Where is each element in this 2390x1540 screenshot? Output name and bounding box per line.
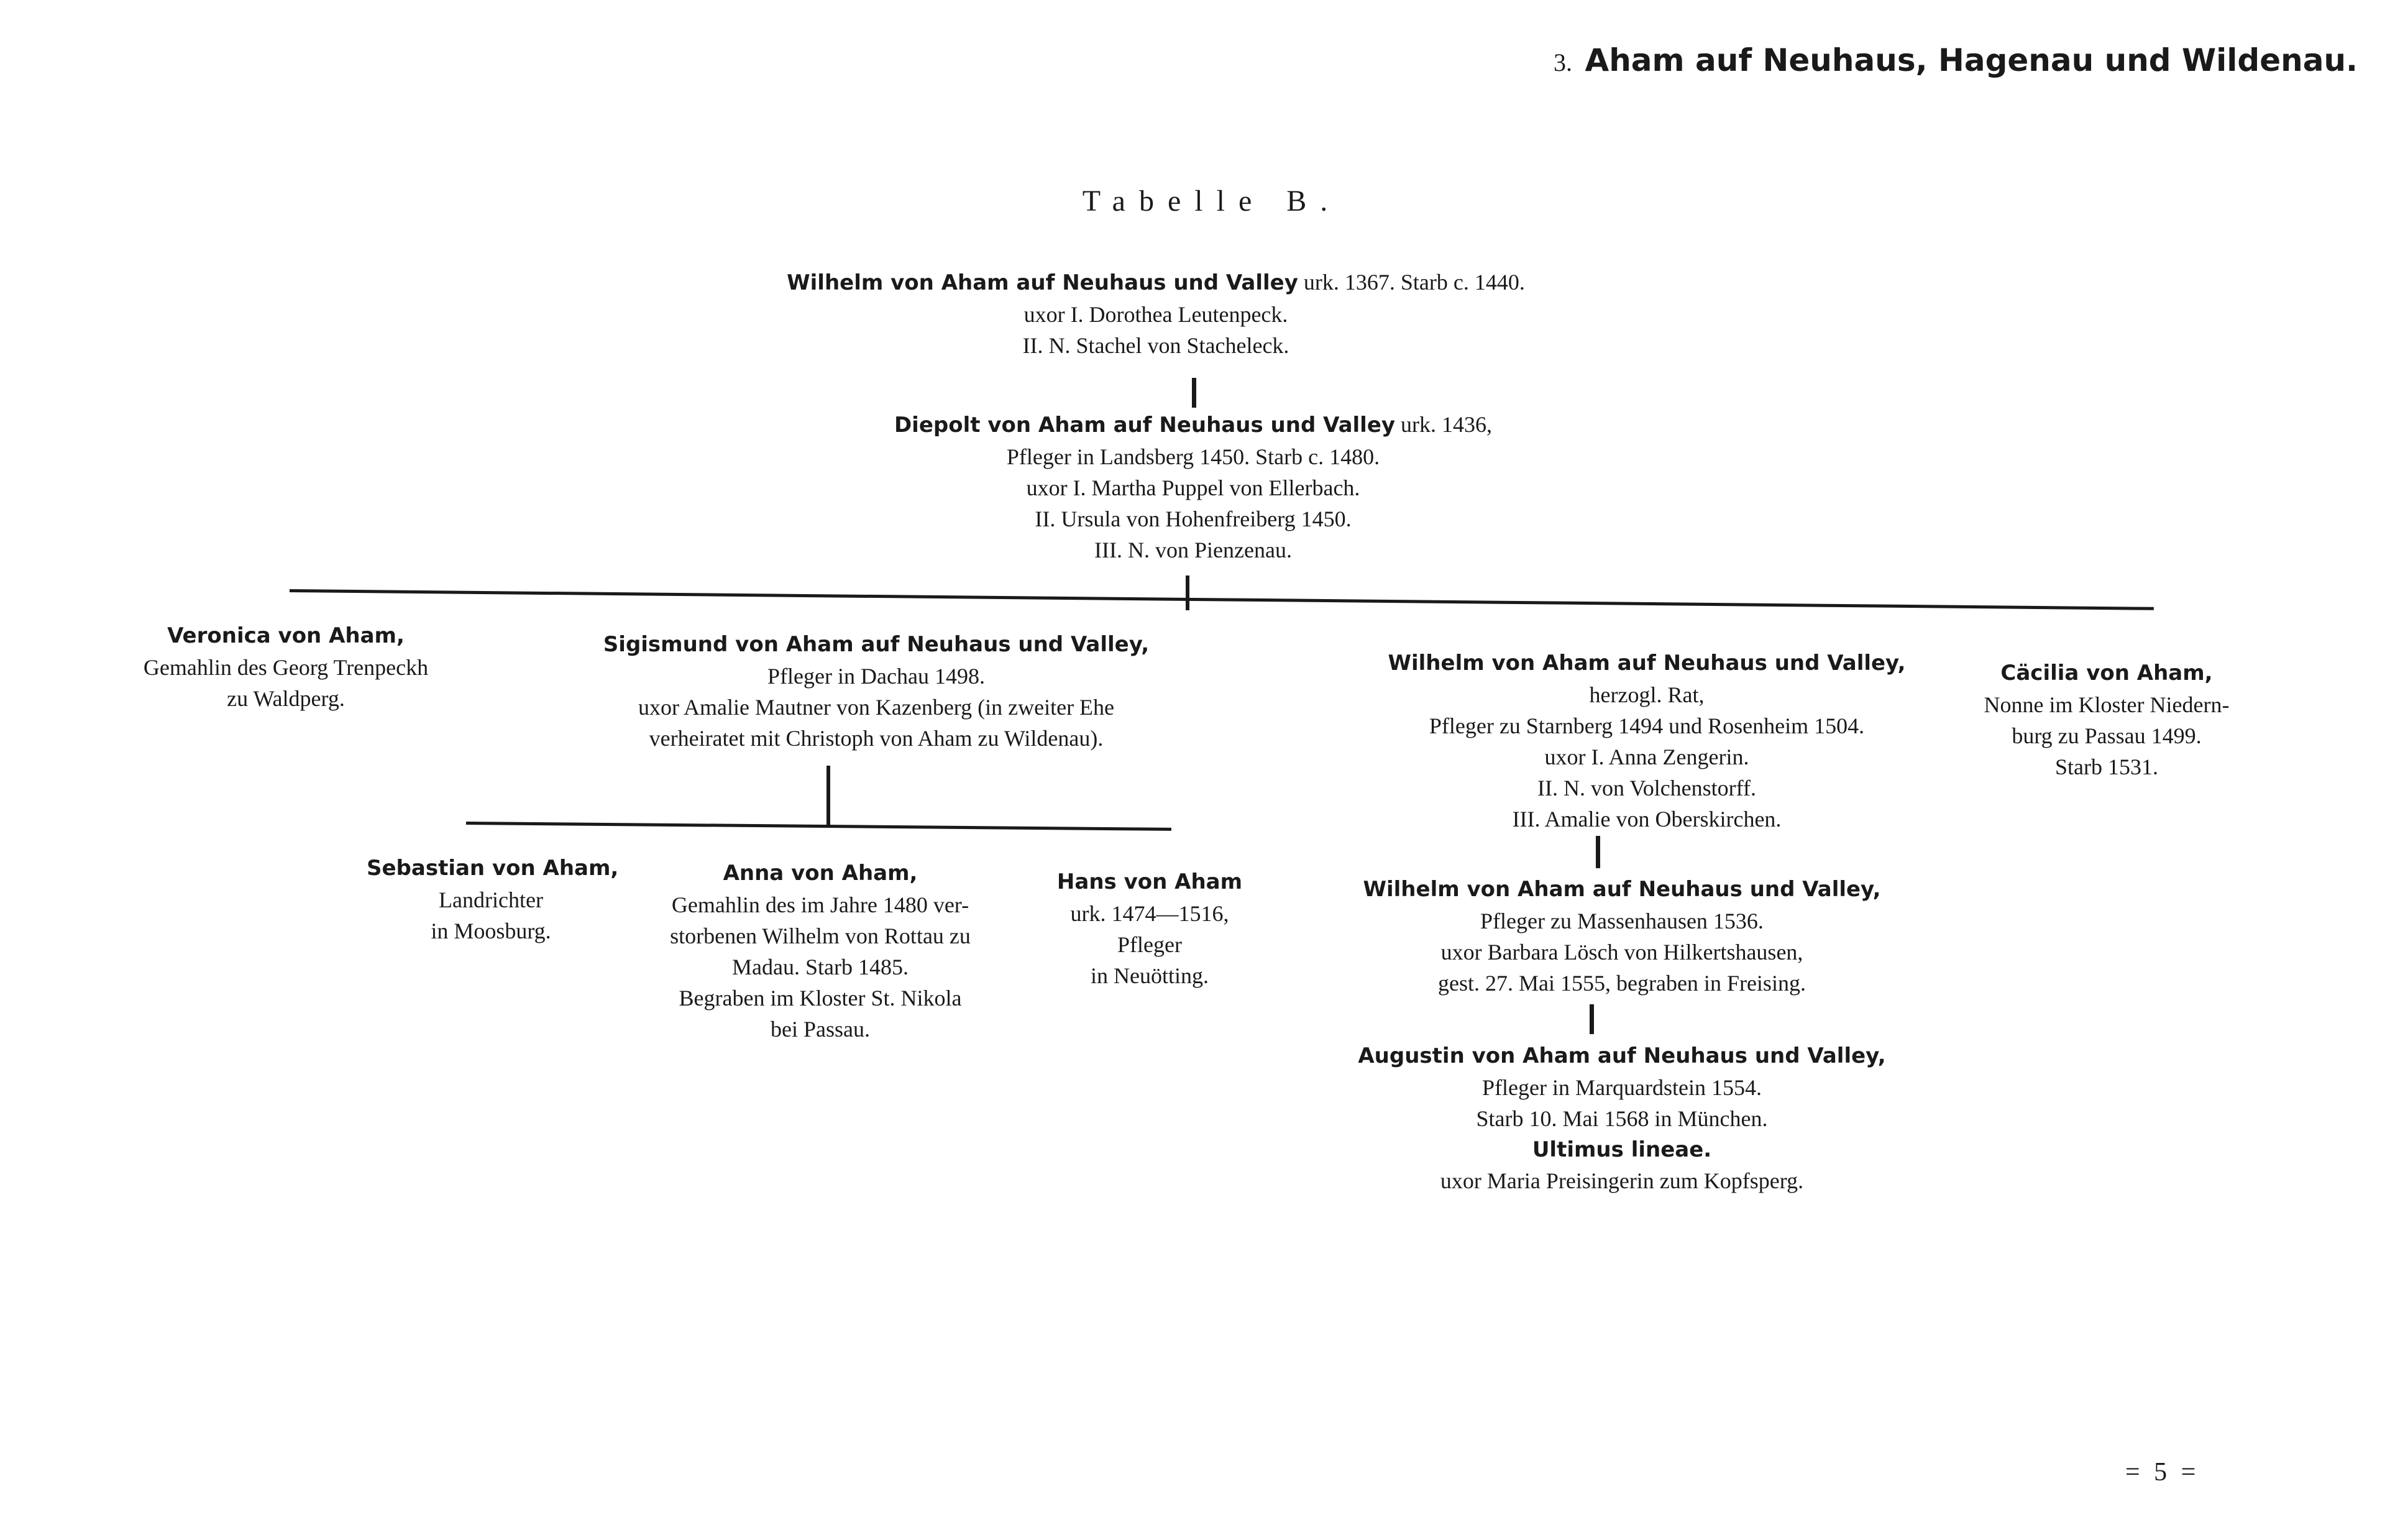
- person-anna: [628, 856, 1013, 1045]
- person-detail: uxor I. Anna Zengerin.: [1544, 745, 1749, 769]
- connector-vertical: [1192, 378, 1196, 408]
- person-detail: gest. 27. Mai 1555, begraben in Freising.: [1438, 971, 1806, 996]
- person-detail: Gemahlin des im Jahre 1480 ver-: [671, 892, 969, 917]
- person-detail: zu Waldperg.: [227, 686, 345, 711]
- person-detail: uxor Amalie Mautner von Kazenberg (in zweiter Ehe: [638, 695, 1115, 720]
- person-name: Wilhelm von Aham auf Neuhaus und Valley: [787, 270, 1298, 295]
- person-detail: uxor I. Martha Puppel von Ellerbach.: [1026, 475, 1360, 500]
- person-detail: in Neuötting.: [1091, 963, 1209, 988]
- person-detail: Nonne im Kloster Niedern-: [1984, 692, 2230, 717]
- person-diepolt: [708, 408, 1678, 566]
- person-sebastian: [367, 851, 619, 946]
- person-wilhelm-root: [646, 266, 1665, 361]
- person-name: Anna von Aham,: [723, 861, 918, 886]
- person-sigismund: [547, 628, 1206, 754]
- person-detail: herzogl. Rat,: [1589, 682, 1705, 707]
- page-header: [1554, 42, 2358, 78]
- connector-vertical: [1590, 1004, 1594, 1034]
- person-detail: Gemahlin des Georg Trenpeckh: [143, 655, 429, 680]
- person-hans: [1032, 865, 1268, 991]
- person-name: Hans von Aham: [1056, 869, 1243, 894]
- person-detail: Starb 1531.: [2055, 754, 2158, 779]
- person-detail: Pfleger in Dachau 1498.: [767, 664, 985, 689]
- person-detail: III. N. von Pienzenau.: [1094, 538, 1292, 562]
- person-wilhelm-jr: [1317, 646, 1976, 835]
- person-detail: verheiratet mit Christoph von Aham zu Wildenau).: [649, 726, 1104, 751]
- person-detail: II. Ursula von Hohenfreiberg 1450.: [1035, 506, 1352, 531]
- person-name: Wilhelm von Aham auf Neuhaus und Valley,: [1388, 651, 1906, 676]
- connector-horizontal: [290, 589, 2154, 610]
- chapter-title: Aham auf Neuhaus, Hagenau und Wildenau.: [1585, 42, 2358, 78]
- person-detail: Starb 10. Mai 1568 in München.: [1476, 1106, 1768, 1131]
- person-wilhelm-iii: [1293, 873, 1951, 999]
- person-name: Sebastian von Aham,: [367, 856, 619, 881]
- person-detail: II. N. von Volchenstorff.: [1537, 776, 1756, 800]
- person-augustin: [1293, 1039, 1951, 1196]
- connector-vertical: [826, 766, 830, 828]
- table-title: Tabelle B.: [1082, 185, 1342, 218]
- person-detail: uxor Barbara Lösch von Hilkertshausen,: [1440, 940, 1803, 965]
- person-detail: Pfleger zu Starnberg 1494 und Rosenheim 1504.: [1429, 713, 1865, 738]
- person-detail: urk. 1474—1516,: [1070, 901, 1229, 926]
- person-name-suffix: urk. 1436,: [1401, 412, 1493, 437]
- person-detail: II. N. Stachel von Stacheleck.: [1022, 333, 1289, 358]
- person-name: Wilhelm von Aham auf Neuhaus und Valley,: [1363, 877, 1881, 902]
- person-detail: bei Passau.: [771, 1017, 870, 1042]
- person-detail: uxor Maria Preisingerin zum Kopfsperg.: [1440, 1168, 1804, 1193]
- chapter-number: 3.: [1554, 48, 1572, 76]
- person-detail: storbenen Wilhelm von Rottau zu: [670, 924, 971, 948]
- person-detail: in Moosburg.: [431, 919, 551, 943]
- person-name: Augustin von Aham auf Neuhaus und Valley,: [1358, 1043, 1886, 1068]
- person-detail: Madau. Starb 1485.: [732, 955, 909, 979]
- person-detail: III. Amalie von Oberskirchen.: [1512, 807, 1782, 832]
- person-veronica: [93, 619, 478, 714]
- person-detail: Ultimus lineae.: [1532, 1137, 1712, 1162]
- connector-vertical: [1186, 575, 1189, 610]
- person-name: Sigismund von Aham auf Neuhaus und Valley,: [603, 632, 1150, 657]
- connector-horizontal: [466, 822, 1171, 831]
- person-name: Cäcilia von Aham,: [2000, 661, 2213, 685]
- person-name-suffix: urk. 1367. Starb c. 1440.: [1303, 270, 1525, 295]
- person-detail: Landrichter: [439, 887, 543, 912]
- person-detail: Pfleger: [1117, 932, 1182, 957]
- person-detail: Pfleger in Landsberg 1450. Starb c. 1480.: [1006, 444, 1380, 469]
- person-detail: burg zu Passau 1499.: [2012, 723, 2202, 748]
- person-detail: Begraben im Kloster St. Nikola: [679, 986, 962, 1011]
- connector-vertical: [1596, 836, 1600, 868]
- person-detail: Pfleger in Marquardstein 1554.: [1482, 1075, 1762, 1100]
- person-detail: uxor I. Dorothea Leutenpeck.: [1023, 302, 1288, 327]
- person-detail: Pfleger zu Massenhausen 1536.: [1480, 909, 1764, 933]
- person-caecilia: [1933, 656, 2281, 782]
- page-number: = 5 =: [2125, 1458, 2200, 1487]
- person-name: Diepolt von Aham auf Neuhaus und Valley: [894, 413, 1396, 438]
- person-name: Veronica von Aham,: [167, 623, 405, 648]
